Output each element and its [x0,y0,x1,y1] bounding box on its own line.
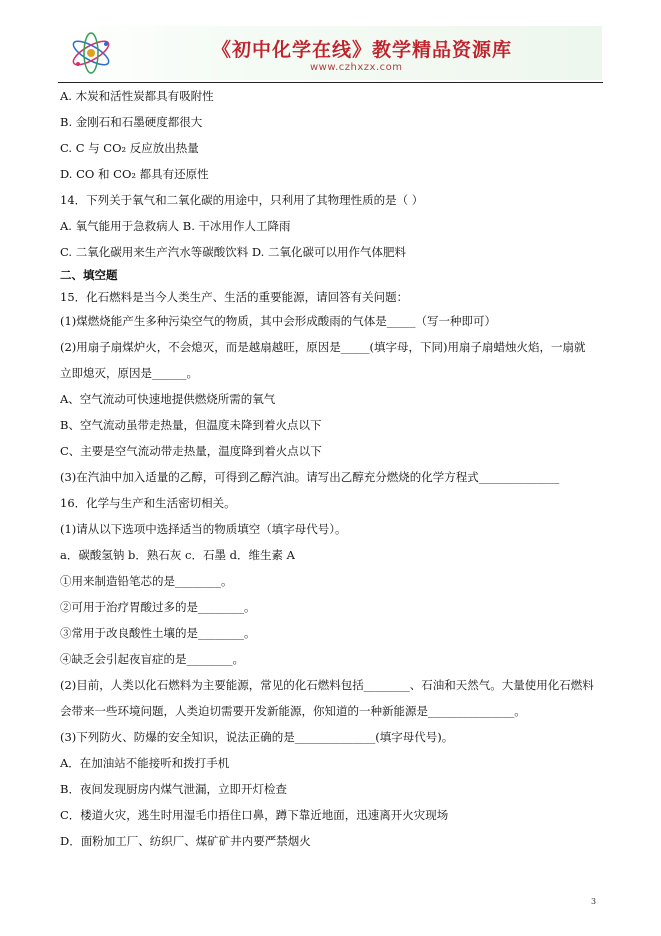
text-line: C. C 与 CO₂ 反应放出热量 [60,141,199,155]
text-line: A. 木炭和活性炭都具有吸附性 [60,89,214,103]
header-url: www.czhxzx.com [310,62,403,73]
text-line: 15．化石燃料是当今人类生产、生活的重要能源，请回答有关问题： [60,290,409,304]
text-line: (1)请从以下选项中选择适当的物质填空（填字母代号）。 [60,522,347,536]
text-line: C．楼道火灾，逃生时用湿毛巾捂住口鼻，蹲下靠近地面，迅速离开火灾现场 [60,808,449,822]
text-line: B. 金刚石和石墨硬度都很大 [60,115,203,129]
text-line: (2)用扇子扇煤炉火，不会熄灭，而是越扇越旺，原因是_____(填字母，下同)用扇子扇蜡烛火焰，一扇就 [60,340,586,354]
text-line: D．面粉加工厂、纺织厂、煤矿矿井内要严禁烟火 [60,834,311,848]
text-line: B．夜间发现厨房内煤气泄漏，立即开灯检查 [60,782,287,796]
text-line: C、主要是空气流动带走热量，温度降到着火点以下 [60,444,322,458]
header-title: 《初中化学在线》教学精品资源库 [212,39,513,61]
page-header [62,26,602,80]
text-line: ④缺乏会引起夜盲症的是________。 [60,652,244,666]
text-line: 16．化学与生产和生活密切相关。 [60,496,236,510]
text-line: A．在加油站不能接听和拨打手机 [60,756,230,770]
text-line: D. CO 和 CO₂ 都具有还原性 [60,167,209,181]
atom-logo-icon [66,28,116,78]
text-line: a．碳酸氢钠 b．熟石灰 c．石墨 d．维生素 A [60,548,295,562]
text-line: ②可用于治疗胃酸过多的是________。 [60,600,256,614]
text-line: ③常用于改良酸性土壤的是________。 [60,626,256,640]
text-line: A、空气流动可快速地提供燃烧所需的氧气 [60,392,276,406]
text-line: C. 二氧化碳用来生产汽水等碳酸饮料 D. 二氧化碳可以用作气体肥料 [60,245,406,259]
text-line: 会带来一些环境问题，人类迫切需要开发新能源，你知道的一种新能源是_______________。 [60,704,526,718]
section-heading: 二、填空题 [60,268,118,282]
text-line: B、空气流动虽带走热量，但温度未降到着火点以下 [60,418,322,432]
text-line: 14．下列关于氧气和二氧化碳的用途中，只利用了其物理性质的是（ ） [60,193,424,207]
page-number: 3 [591,897,597,906]
header-divider [58,82,603,83]
text-line: A. 氧气能用于急救病人 B. 干冰用作人工降雨 [60,219,291,233]
text-line: 立即熄灭，原因是______。 [60,366,198,380]
text-line: (3)下列防火、防爆的安全知识，说法正确的是______________(填字母代号)。 [60,730,454,744]
text-line: ①用来制造铅笔芯的是________。 [60,574,233,588]
text-line: (1)煤燃烧能产生多种污染空气的物质，其中会形成酸雨的气体是_____（写一种即可） [60,314,497,328]
text-line: (3)在汽油中加入适量的乙醇，可得到乙醇汽油。请写出乙醇充分燃烧的化学方程式______________ [60,470,560,484]
text-line: (2)目前，人类以化石燃料为主要能源，常见的化石燃料包括________、石油和天然气。大量使用化石燃料 [60,678,594,692]
